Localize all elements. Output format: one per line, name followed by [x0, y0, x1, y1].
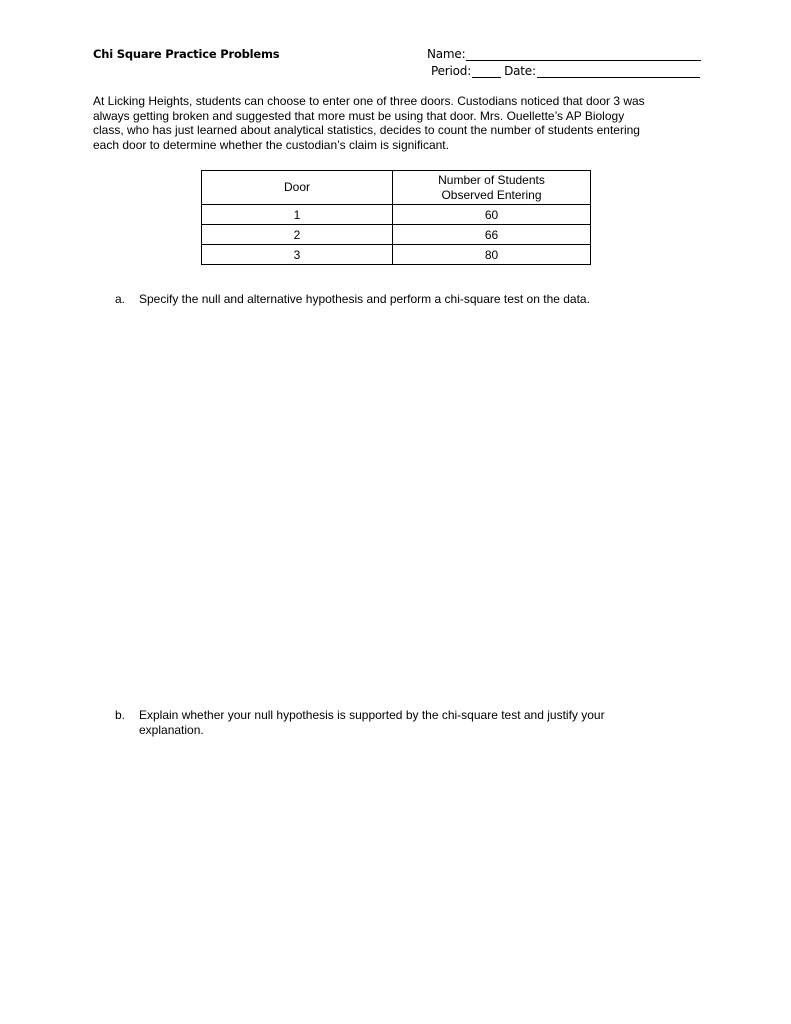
column-header-door: Door	[202, 171, 393, 205]
question-b	[115, 708, 649, 737]
name-blank	[466, 48, 701, 61]
table-row	[202, 225, 591, 245]
date-label: Date:	[504, 64, 536, 78]
question-letter: b.	[115, 708, 126, 722]
question-text: Specify the null and alternative hypothesis and perform a chi-square test on the data.	[139, 292, 590, 306]
observed-cell: 66	[393, 225, 591, 245]
period-date-field	[431, 64, 700, 78]
intro-line: class, who has just learned about analytical statistics, decides to count the number of students entering	[93, 123, 640, 138]
table-header-row	[202, 171, 591, 205]
column-header-observed	[393, 171, 591, 205]
observed-cell: 80	[393, 245, 591, 265]
table-row	[202, 245, 591, 265]
observation-table	[201, 170, 591, 265]
question-letter: a.	[115, 292, 126, 306]
date-blank	[537, 65, 700, 78]
worksheet-title: Chi Square Practice Problems	[93, 47, 280, 61]
question-text: Explain whether your null hypothesis is supported by the chi-square test and justify your explanation.	[139, 708, 605, 737]
name-field	[427, 47, 701, 61]
column-header-observed-text: Number of Students Observed Entering	[438, 172, 545, 202]
door-cell: 3	[202, 245, 393, 265]
table-row	[202, 205, 591, 225]
door-cell: 2	[202, 225, 393, 245]
intro-line: always getting broken and suggested that more must be using that door. Mrs. Ouellette’s AP Biology	[93, 108, 625, 123]
name-label: Name:	[427, 47, 466, 61]
observed-cell: 60	[393, 205, 591, 225]
intro-line: At Licking Heights, students can choose to enter one of three doors. Custodians noticed that door 3 was	[93, 94, 645, 108]
period-blank	[472, 65, 501, 78]
problem-intro	[93, 94, 703, 152]
door-cell: 1	[202, 205, 393, 225]
question-a	[115, 292, 659, 307]
period-label: Period:	[431, 64, 472, 78]
intro-line: each door to determine whether the custodian’s claim is significant.	[93, 137, 449, 152]
